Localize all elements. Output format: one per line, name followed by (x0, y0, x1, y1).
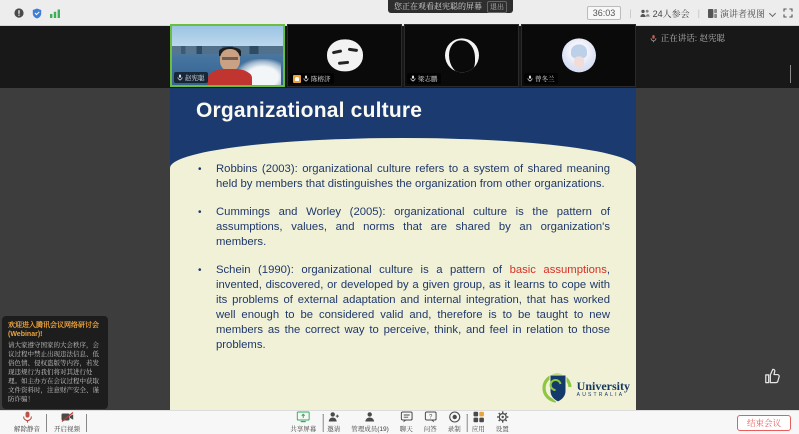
participants-icon (640, 9, 650, 18)
video-strip (0, 26, 799, 88)
meeting-duration: 36:03 (587, 6, 622, 20)
tile-name-chip (524, 73, 558, 84)
top-right-cluster (587, 0, 793, 26)
slide-body (170, 138, 636, 410)
apps-grid-icon (472, 411, 484, 423)
members-icon (364, 411, 376, 423)
watching-screen-banner (388, 0, 513, 13)
active-speaker-label: 正在讲话: 赵宪聪 (650, 32, 725, 44)
mic-options-caret[interactable] (46, 415, 47, 433)
record-icon (448, 411, 460, 423)
cqu-shield-icon (540, 371, 574, 407)
muted-mic-icon (22, 411, 33, 423)
invite-button[interactable]: 邀请 (327, 411, 340, 433)
end-meeting-button[interactable]: 结束会议 (737, 415, 791, 431)
apps-button[interactable]: 应用 (472, 411, 485, 433)
video-tiles (170, 24, 636, 87)
video-tile[interactable] (521, 24, 636, 87)
record-options-caret[interactable] (467, 415, 468, 433)
bullet-cummings: • Cummings and Worley (2005): organizational culture is the pattern of assumptions, values, and norms that are shared by an organization's members. (198, 206, 610, 248)
logo-australia: AUSTRALIA (576, 392, 625, 398)
security-shield-icon[interactable] (32, 8, 42, 19)
mic-icon (527, 75, 533, 82)
view-mode-selector[interactable]: 演讲者视图 (708, 7, 775, 20)
shared-screen-slide (170, 88, 636, 410)
participant-name: 赵宪聪 (185, 75, 205, 82)
divider: | (697, 8, 700, 18)
share-screen-button[interactable]: 共享屏幕 (290, 411, 316, 433)
chat-message-title: 欢迎进入腾讯会议网络研讨会(Webinar)! (8, 322, 99, 338)
share-options-caret[interactable] (322, 415, 323, 433)
thumbs-up-icon[interactable] (763, 366, 783, 386)
video-tile-speaker[interactable] (170, 24, 285, 87)
video-options-caret[interactable] (86, 415, 87, 433)
bullet-robbins: • Robbins (2003): organizational culture refers to a system of shared meaning held by members that distinguishes the organization from other organizations. (198, 163, 610, 190)
tile-name-chip (174, 72, 208, 83)
avatar-emoji-face (327, 39, 363, 71)
share-screen-icon (297, 411, 310, 423)
participant-name: 梁志鹏 (418, 76, 438, 83)
top-left-icons (14, 0, 61, 26)
participants-count[interactable]: 24人参会 (640, 7, 690, 20)
participant-video (206, 49, 256, 87)
chat-message (2, 316, 108, 409)
chat-button[interactable]: 聊天 (400, 411, 413, 433)
chat-bubble-icon (400, 411, 412, 423)
network-signal-icon[interactable] (50, 9, 61, 18)
settings-button[interactable]: 设置 (496, 411, 509, 433)
manage-members-button[interactable]: 管理成员(19) (351, 411, 389, 433)
chevron-down-icon (769, 9, 776, 16)
invite-person-icon (328, 411, 340, 423)
meeting-toolbar (0, 410, 799, 434)
gear-icon (496, 411, 508, 423)
collapse-video-strip-button[interactable] (790, 66, 791, 84)
slide-bullets (198, 162, 610, 366)
fullscreen-button[interactable] (783, 8, 793, 18)
bullet-schein: • Schein (1990): organizational culture is a pattern of basic assumptions, invented, discovered, or developed by a given group, as it learns to cope with its problems of external adaptation and internal integration, that has worked well enough to be considered valid and, therefore is to be taught to new members as the correct way to perceive, think, and feel in relation to those problems. (198, 264, 610, 351)
divider: | (629, 8, 632, 18)
toolbar-left (14, 410, 80, 434)
mic-icon (303, 75, 309, 82)
record-button[interactable]: 录制 (448, 411, 461, 433)
camera-off-icon (61, 411, 74, 423)
cohost-badge-icon (293, 75, 301, 83)
banner-text: 您正在观看赵宪聪的屏幕 (394, 2, 482, 11)
meeting-info-icon[interactable] (14, 8, 24, 18)
participant-name: 陈榕济 (311, 76, 331, 83)
start-video-button[interactable]: 开启视频 (54, 411, 80, 433)
logo-university: University (576, 379, 630, 393)
cqu-logo (540, 371, 630, 407)
fullscreen-icon (783, 8, 793, 18)
slide-title: Organizational culture (196, 99, 423, 122)
tile-name-chip (290, 73, 334, 84)
grid-view-icon (708, 9, 717, 18)
video-tile[interactable] (404, 24, 519, 87)
participant-name: 曾冬兰 (535, 76, 555, 83)
chat-message-body: 请大家遵守国家的大会秩序，会议过程中禁止出现违法信息、低俗色情、侵权盗版等内容，若发现违规行为我们将对其进行处理。如主办方在会议过程中获取文件资料时，注意财产安全、谨防诈骗！ (8, 342, 99, 403)
avatar-anime (562, 38, 596, 72)
tile-name-chip (407, 73, 441, 84)
mic-icon (177, 74, 183, 81)
svg-text:?: ? (428, 414, 432, 421)
qa-button[interactable]: ? 问答 (424, 411, 437, 433)
speaking-mic-icon (650, 34, 657, 43)
mic-icon (410, 75, 416, 82)
video-tile[interactable] (287, 24, 402, 87)
toolbar-center (290, 410, 509, 434)
qa-bubble-icon (424, 411, 436, 423)
exit-watching-button[interactable]: 退出 (487, 1, 507, 13)
unmute-button[interactable]: 解除静音 (14, 411, 40, 433)
avatar-silhouette (445, 38, 479, 72)
